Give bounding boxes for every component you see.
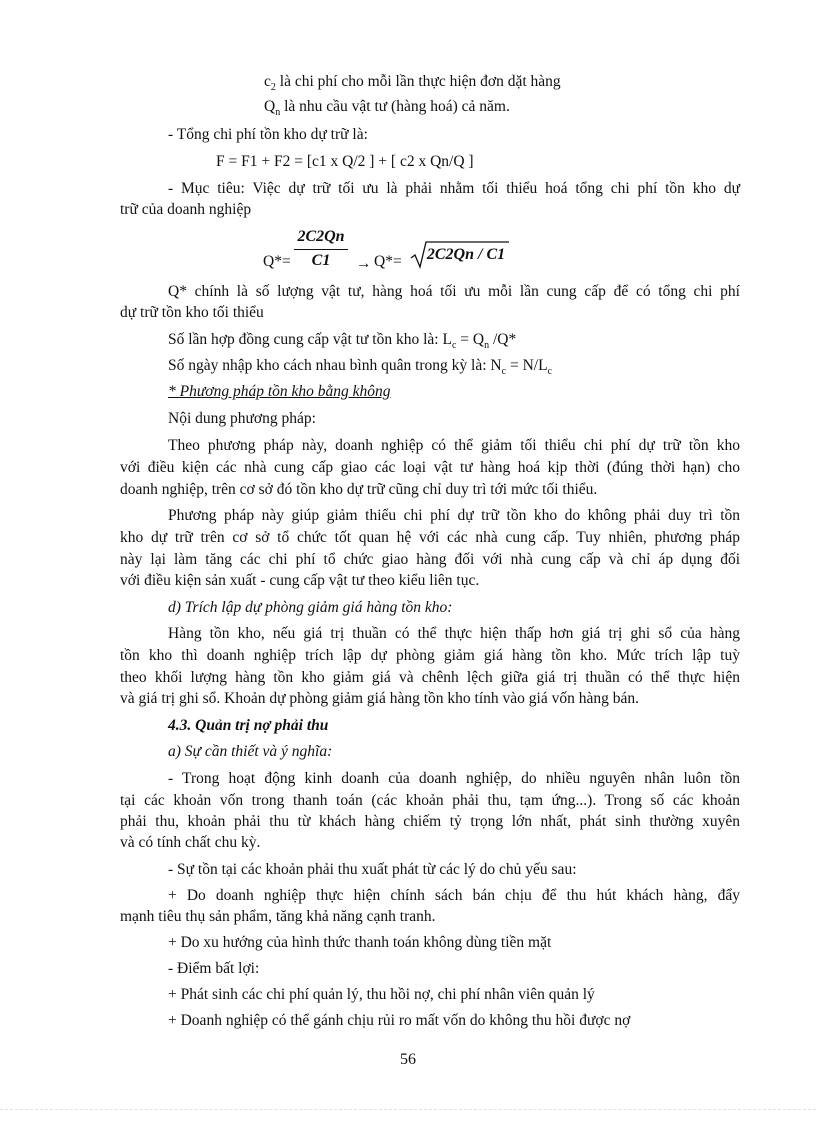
text-line: Theo phương pháp này, doanh nghiệp có thể giảm tối thiểu chi phí dự trữ tồn kho — [168, 437, 740, 454]
text-line: + Phát sinh các chi phí quản lý, thu hồi nợ, chi phí nhân viên quản lý — [168, 986, 595, 1003]
text-line: này lại làm tăng các chi phí tổ chức giao hàng đối với nhà cung cấp và chỉ áp dụng đối — [120, 551, 740, 568]
total-cost-formula: F = F1 + F2 = [c1 x Q/2 ] + [ c2 x Qn/Q ] — [216, 153, 474, 170]
section-title: 4.3. Quản trị nợ phải thu — [168, 717, 329, 734]
text-line: - Trong hoạt động kinh doanh của doanh nghiệp, do nhiều nguyên nhân luôn tồn — [168, 770, 740, 787]
text-line: tồn kho thì doanh nghiệp trích lập dự phòng giảm giá hàng tồn kho. Mức trích lập tuỳ — [120, 647, 740, 664]
text-line: và có tính chất chu kỳ. — [120, 834, 261, 851]
text-line: trữ của doanh nghiệp — [120, 201, 252, 218]
formula-lhs: Q*= — [263, 253, 291, 270]
order-count-formula: Số lần hợp đồng cung cấp vật tư tồn kho là: $L_c = Q_n$ /Q* — [168, 331, 517, 352]
text-line: - Điểm bất lợi: — [168, 960, 260, 977]
text-line: + Do doanh nghiệp thực hiện chính sách bán chịu để thu hút khách hàng, đẩy — [168, 887, 740, 904]
text-line: với điều kiện các nhà cung cấp giao các loại vật tư hàng hoá kịp thời (đúng thời hạn) cho — [120, 459, 740, 476]
text-line: + Do xu hướng của hình thức thanh toán không dùng tiền mặt — [168, 934, 552, 951]
text-line: theo khối lượng hàng tồn kho giảm giá và chênh lệch giữa giá trị thuần có thể thực hiện — [120, 669, 740, 686]
formula-radicand: 2C2Qn / C1 — [426, 246, 506, 263]
text-line: doanh nghiệp, trên cơ sở đó tồn kho dự trữ cũng chỉ duy trì tới mức tối thiểu. — [120, 481, 598, 498]
text-line: Hàng tồn kho, nếu giá trị thuần có thể thực hiện thấp hơn giá trị ghi sổ của hàng — [168, 625, 740, 642]
formula-rhs: Q*= — [374, 253, 402, 270]
text-line: với điều kiện sản xuất - cung cấp vật tư theo kiểu liên tục. — [120, 572, 480, 589]
text-line: - Mục tiêu: Việc dự trữ tối ưu là phải nhằm tối thiểu hoá tổng chi phí tồn kho dự — [168, 180, 740, 197]
text-line: - Tổng chi phí tồn kho dự trữ là: — [168, 126, 368, 143]
arrow-icon: → — [356, 255, 372, 272]
page-edge-divider — [0, 1109, 816, 1111]
fraction-bar — [294, 249, 348, 250]
section-heading: * Phương pháp tồn kho bằng không — [168, 383, 391, 400]
formula-denominator: C1 — [311, 252, 331, 269]
formula-numerator: 2C2Qn — [297, 228, 345, 245]
text-line-qn: $Q_n$ là nhu cầu vật tư (hàng hoá) cả năm. — [264, 98, 510, 119]
text-line: tại các khoản vốn trong thanh toán (các khoản phải thu, tạm ứng...). Trong số các khoản — [120, 792, 740, 809]
text-line: Q* chính là số lượng vật tư, hàng hoá tối ưu mỗi lần cung cấp để có tổng chi phí — [168, 283, 740, 300]
interval-formula: Số ngày nhập kho cách nhau bình quân trong kỳ là: $N_c = N/L_c$ — [168, 357, 552, 378]
text-line: mạnh tiêu thụ sản phẩm, tăng khả năng cạnh tranh. — [120, 908, 436, 925]
text-line-c2: $c_2$ là chi phí cho mỗi lần thực hiện đơn dặt hàng — [264, 73, 561, 94]
text-line: dự trữ tồn kho tối thiểu — [120, 304, 264, 321]
text-line: Phương pháp này giúp giảm thiểu chi phí dự trữ tồn kho do không phải duy trì tồn — [168, 507, 740, 524]
page-number: 56 — [400, 1051, 416, 1068]
text-line: phải thu, khoản phải thu từ khách hàng chiếm tỷ trọng lớn nhất, phát sinh thường xuyên — [120, 813, 740, 830]
section-heading: a) Sự cần thiết và ý nghĩa: — [168, 743, 333, 760]
text-line: - Sự tồn tại các khoản phải thu xuất phát từ các lý do chủ yếu sau: — [168, 861, 577, 878]
text-line: + Doanh nghiệp có thể gánh chịu rủi ro mất vốn do không thu hồi được nợ — [168, 1012, 631, 1029]
text-line: kho dự trữ trên cơ sở tổ chức tốt quan hệ với các nhà cung cấp. Tuy nhiên, phương pháp — [120, 529, 740, 546]
section-heading: d) Trích lập dự phòng giảm giá hàng tồn kho: — [168, 599, 453, 616]
text-line: và giá trị ghi sổ. Khoản dự phòng giảm giá hàng tồn kho tính vào giá vốn hàng bán. — [120, 690, 639, 707]
text-line: Nội dung phương pháp: — [168, 410, 316, 427]
